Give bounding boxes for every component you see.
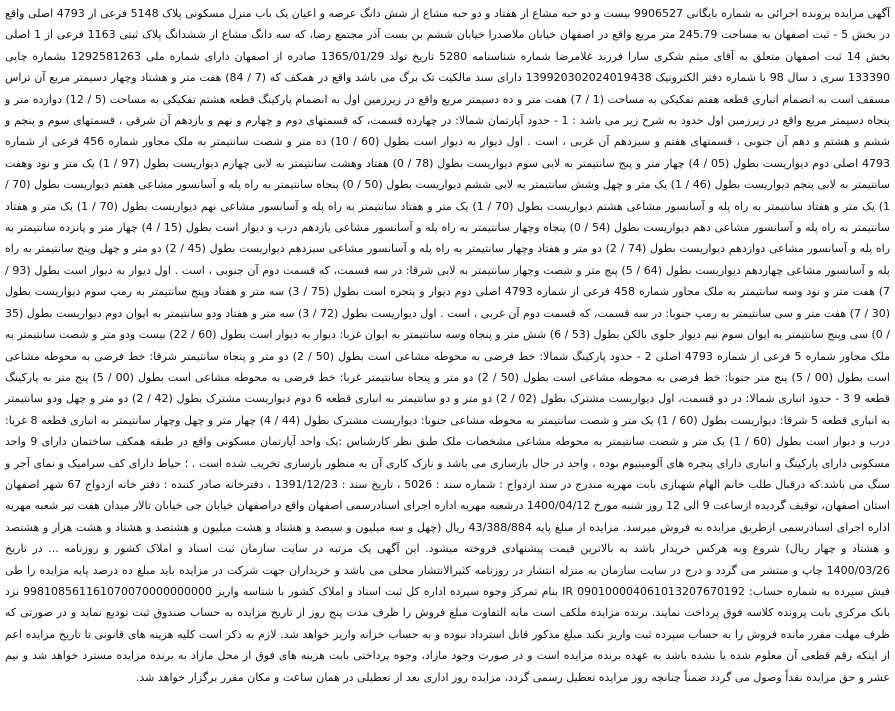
- auction-notice-body: آگهی مزایده پرونده اجرائی به شماره بایگانی 9906527 بیست و دو حبه مشاع از هفتاد و دو حبه مشاع از شش دانگ عرصه و اعیان یک باب منزل مسکونی پلاک 5148 فرعی از 4793 اصلی واقع در بخش 5 - ثبت اصفهان به مساحت 245.79 متر مربع واقع در اصفهان خیابان ملاصدرا خیابان ششم بن بست آذر مجتمع رضا، که سه دانگ مشاع از ششدانگ پلاک ثبتی 1163 فرعی از 1 اصلی بخش 14 ثبت اصفهان متعلق به آقای میثم شکری سارا فرزند غلامرضا شماره شناسنامه 5280 تاریخ تولد 1365/01/29 صادره از اصفهان دارای شماره ملی 1292581263 بشماره چاپی 133390 سری د سال 98 با شماره دفتر الکترونیک 139920302024019438 دارای سند مالکیت تک برگ می باشد واقع در همکف که (7 / 84) هفت متر و هشتاد وچهار دسیمتر مربع آن تراس مسقف است به انضمام انباری قطعه هفتم تفکیکی به مساحت (1 / 7) هفت متر و ده دسیمتر مربع واقع در زیرزمین اول به انضمام پارکینگ قطعه هشتم تفکیکی به مساحت (5 / 12) دوازده متر و پنجاه دسیمتر مربع واقع در زیرزمین اول حدود به شرح زیر می باشد : 1 - حدود آپارتمان شمالا: در چهارده قسمت، که قسمتهای دوم و چهارم و نهم و یازدهم آن شرقی ، قسمتهای سوم و پنجم و ششم و هشتم و دهم آن جنوبی ، قسمتهای هفتم و سیزدهم آن غربی ، است . اول دیوار به دیوار است بطول (60 / 10) ده متر و شصت سانتیمتر به ملک مجاور شماره 456 فرعی از شماره 4793 اصلی دوم دیواریست بطول (05 / 4) چهار متر و پنج سانتیمتر به لابی سوم دیواریست بطول (78 / 0) هفتاد وهشت سانتیمتر به لابی چهارم دیواریست بطول (97 / 1) یک متر و نود وهفت سانتیمتر به لابی پنجم دیواریست بطول (46 / 1) یک متر و چهل وشش سانتیمتر به لابی ششم دیواریست بطول (50 / 0) پنجاه سانتیمتر به راه پله و آسانسور مشاعی هفتم دیواریست بطول (70 / 1) یک متر و هفتاد سانتیمتر به راه پله و آسانسور مشاعی هشتم دیواریست بطول (70 / 1) یک متر و هفتاد سانتیمتر به راه پله و آسانسور مشاعی نهم دیواریست بطول (70 / 1) یک متر و هفتاد سانتیمتر به راه پله و آسانسور مشاعی دهم دیواریست بطول (54 / 0) پنجاه وچهار سانتیمتر به راه پله و آسانسور مشاعی یازدهم درب و دیوار است بطول (15 / 4) چهار متر و پانزده سانتیمتر به راه پله و آسانسور مشاعی دوازدهم دیواریست بطول (74 / 2) دو متر و هفتاد وچهار سانتیمتر به راه پله و آسانسور مشاعی سیزدهم دیواریست بطول (45 / 2) دو متر و چهل وپنج سانتیمتر به راه پله و آسانسور مشاعی چهاردهم دیواریست بطول (64 / 5) پنج متر و شصت وچهار سانتیمتر به لابی شرقا: در سه قسمت، که قسمت دوم آن جنوبی ، است . اول دیوار به دیوار است بطول (93 / 7) هفت متر و نود وسه سانتیمتر به ملک مجاور شماره 458 فرعی از شماره 4793 اصلی دوم دیوار و پنجره است بطول (75 / 3) سه متر و هفتاد وپنج سانتیمتر به رمپ سوم دیواریست بطول (30 / 7) هفت متر و سی سانتیمتر به رمپ جنوبا: در سه قسمت، که قسمت دوم آن غربی ، است . اول دیواریست بطول (72 / 3) سه متر و هفتاد ودو سانتیمتر به ایوان دوم دیواریست بطول (35 / 0) سی وپنج سانتیمتر به ایوان سوم نیم دیوار جلوی بالکن بطول (53 / 6) شش متر و پنجاه وسه سانتیمتر به ایوان غربا: دیوار به دیوار است بطول (60 / 22) بیست ودو متر و شصت سانتیمتر به ملک مجاور شماره 5 فرعی از شماره 4793 اصلی 2 - حدود پارکینگ شمالا: خط فرضی به محوطه مشاعی است بطول (50 / 2) دو متر و پنجاه سانتیمتر شرقا: خط فرضی به محوطه مشاعی است بطول (00 / 5) پنج متر جنوبا: خط فرضی به محوطه مشاعی است بطول (50 / 2) دو متر و پنجاه سانتیمتر غربا: خط فرضی به محوطه مشاعی است بطول (00 / 5) پنج متر به پارکینگ قطعه 9 3 - حدود انباری شمالا: در دو قسمت، اول دیواریست مشترک بطول (02 / 2) دو متر و دو سانتیمتر به انباری قطعه 6 دوم دیواریست مشترک بطول (42 / 2) دو متر و چهل ودو سانتیمتر به انباری قطعه 5 شرقا: دیواریست بطول (60 / 1) یک متر و شصت سانتیمتر به محوطه مشاعی جنوبا: دیواریست مشترک بطول (44 / 4) چهار متر و چهل وچهار سانتیمتر به انباری قطعه 8 غربا: درب و دیوار است بطول (60 / 1) یک متر و شصت سانتیمتر به محوطه مشاعی مشخصات ملک طبق نظر کارشناس :یک واحد آپارتمان مسکونی واقع در طبقه همکف ساختمان دارای 9 واحد مسکونی دارای پارکینگ و انباری دارای پنجره های آلومینیوم بوده ، واحد در حال بازسازی می باشد و نازک کاری آن به منظور بازسازی تخریب شده است . ؛ حیاط دارای کف سرامیک و نمای آجر و سنگ می باشد.که درقبال طلب خانم الهام شهبازی بابت مهریه مندرج در سند ازدواج : شماره سند : 5026 ، تاریخ سند : 1391/12/23 ، دفترخانه صادر کننده : دفتر خانه ازدواج 67 شهر اصفهان استان اصفهان، توقیف گردیده ازساعت 9 الی 12 روز شنبه مورخ 1400/04/12 درشعبه مهریه اداره اجرای اسنادرسمی اصفهان واقع دراصفهان خیابان جی خیابان تالار میدان هفت تیر شعبه مهریه اداره اجرای اسنادرسمی ازطریق مزایده به فروش میرسد. مزایده از مبلغ پایه 43/388/884 ریال (چهل و سه میلیون و سیصد و هشتاد و هشت میلیون و هشتصد و هشتاد و هشت هزار و هشتصد و هشتاد و چهار ریال) شروع وبه هرکس خریدار باشد به بالاترین قیمت پیشنهادی فروخته میشود. این آگهی یک مرتبه در سایت سازمان ثبت اسناد و املاک کشور و روزنامه ... در تاریخ 1400/03/26 چاپ و منتشر می گردد و درج در سایت سازمان به منزله انتشار در روزنامه کثیرالانتشار محلی می باشد و خریداران جهت شرکت در مزایده باید مبلغ ده درصد پایه مزایده را طی فیش سپرده به شماره حساب: IR 090100004061013207670192 بنام تمرکز وجوه سپرده اداره کل ثبت اسناد و املاک کشور با شناسه واریز 998108561161070070000000000 نزد بانک مرکزی بابت پرونده کلاسه فوق پرداخت نمایند. برنده مزایده ملکف است مابه التفاوت مبلغ فروش را ظرف مدت پنج روز از تاریخ مزایده به حساب صندوق ثبت تودیع نماید و در صورتی که ظرف مهلت مقرر مانده فروش را به حساب سپرده ثبت واریز نکند مبلغ مذکور قابل استرداد نبوده و به حساب خزانه واریز خواهد شد. لازم به ذکر است کلیه هزینه های قانونی تا تاریخ مزایده اعم از اینکه رقم قطعی آن معلوم شده یا نشده باشد به عهده برنده مزایده است و در صورت وجود مازاد، وجوه پرداختی بابت هزینه های فوق از محل مازاد به برنده مزایده مسترد خواهد شد و نیم عشر و حق مزایده نقداً وصول می گردد ضمناً چنانچه روز مزایده تعطیل رسمی گردد، مزایده روز اداری بعد از تعطیلی در همان ساعت و مکان مقرر برگزار خواهد شد.: [5, 7, 891, 684]
